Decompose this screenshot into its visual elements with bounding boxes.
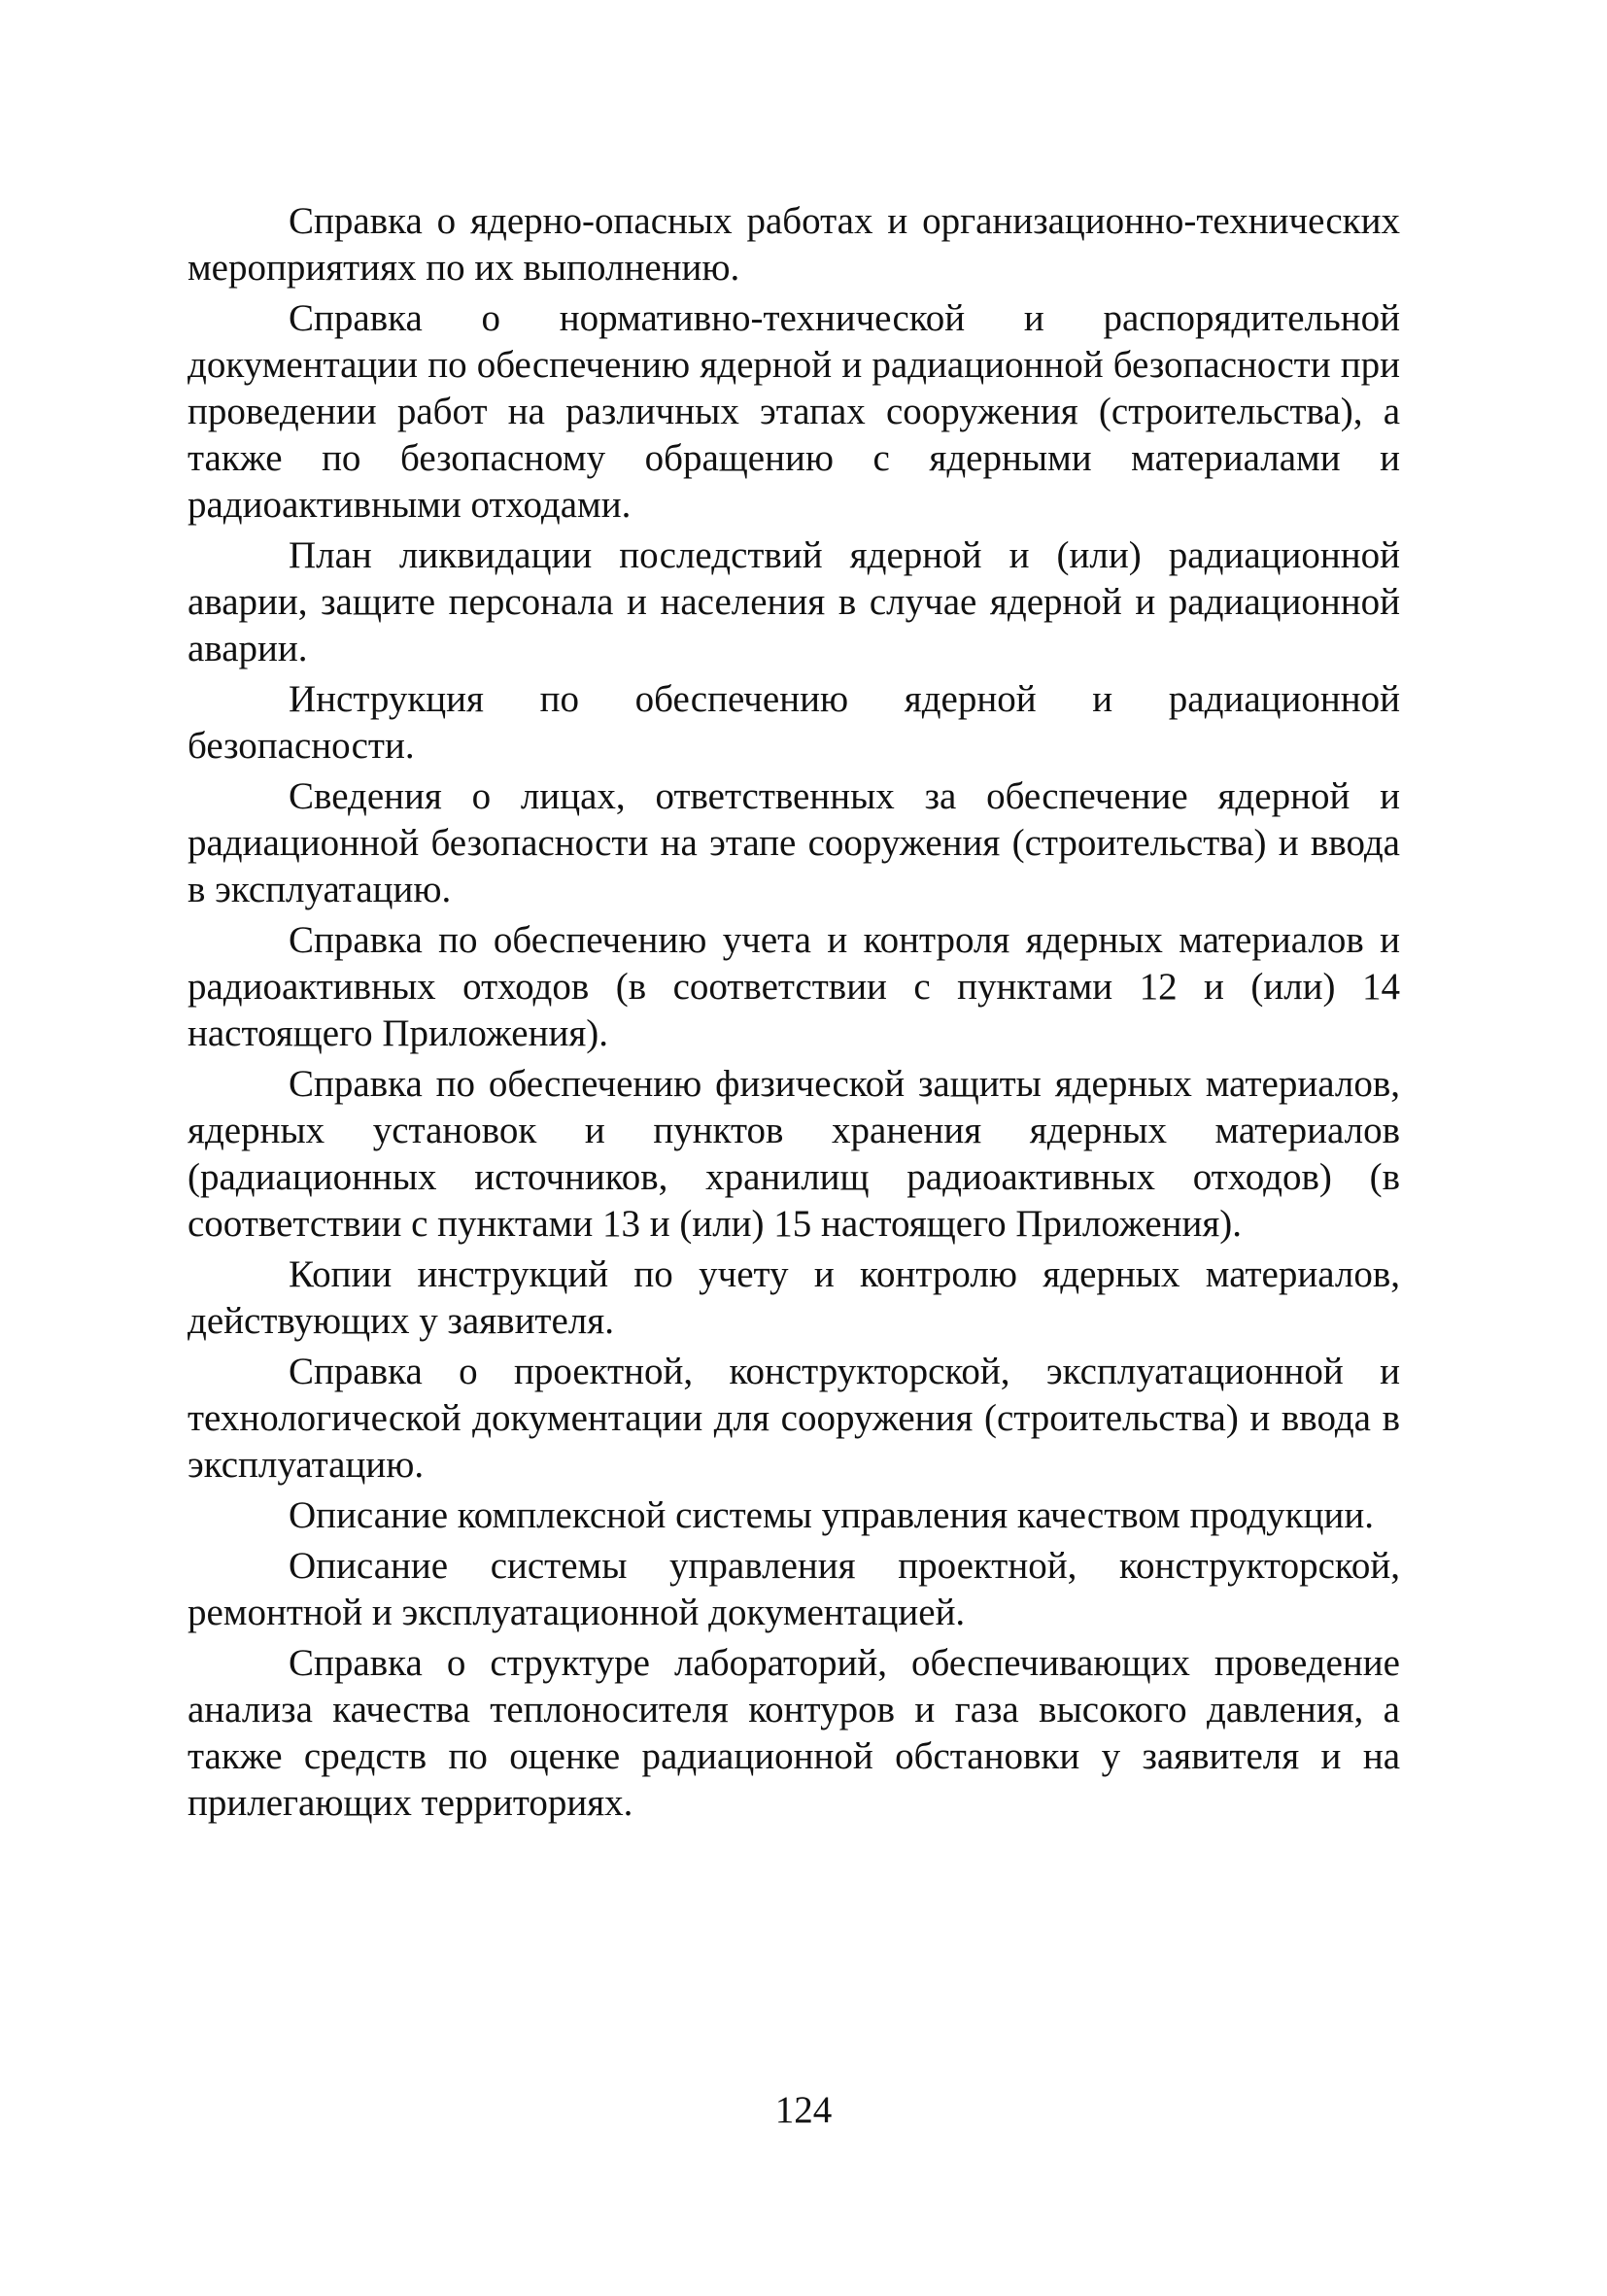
paragraph-documentation-management: Описание системы управления проектной, конструкторской, ремонтной и эксплуатационной документацией. bbox=[188, 1545, 1400, 1633]
paragraph-quality-management: Описание комплексной системы управления качеством продукции. bbox=[289, 1494, 1374, 1536]
paragraph-responsible-persons: Сведения о лицах, ответственных за обеспечение ядерной и радиационной безопасности на этапе сооружения (строительства) и ввода в эксплуатацию. bbox=[188, 775, 1400, 910]
document-body bbox=[188, 198, 1400, 1831]
paragraph-instruction-copies: Копии инструкций по учету и контролю ядерных материалов, действующих у заявителя. bbox=[188, 1253, 1400, 1342]
paragraph-accident-liquidation-plan: План ликвидации последствий ядерной и (или) радиационной аварии, защите персонала и населения в случае ядерной и радиационной аварии. bbox=[188, 534, 1400, 669]
paragraph-accounting-control: Справка по обеспечению учета и контроля ядерных материалов и радиоактивных отходов (в соответствии с пунктами 12 и (или) 14 настоящего Приложения). bbox=[188, 919, 1400, 1054]
paragraph-normative-documentation: Справка о нормативно-технической и распорядительной документации по обеспечению ядерной и радиационной безопасности при проведении работ на различных этапах сооружения (строительства), а также по безопасному обращению с ядерными материалами и радиоактивными отходами. bbox=[188, 297, 1400, 526]
paragraph-physical-protection: Справка по обеспечению физической защиты ядерных материалов, ядерных установок и пунктов хранения ядерных материалов (радиационных источников, хранилищ радиоактивных отходов) (в соответствии с пунктами 13 и (или) 15 настоящего Приложения). bbox=[188, 1063, 1400, 1245]
paragraph-safety-instruction: Инструкция по обеспечению ядерной и радиационной безопасности. bbox=[188, 678, 1400, 767]
page-number: 124 bbox=[774, 2089, 833, 2131]
paragraph-nuclear-hazardous-works: Справка о ядерно-опасных работах и организационно-технических мероприятиях по их выполнению. bbox=[188, 200, 1400, 289]
paragraph-design-documentation: Справка о проектной, конструкторской, эксплуатационной и технологической документации для сооружения (строительства) и ввода в эксплуатацию. bbox=[188, 1351, 1400, 1486]
paragraph-laboratory-structure: Справка о структуре лабораторий, обеспечивающих проведение анализа качества теплоносителя контуров и газа высокого давления, а также средств по оценке радиационной обстановки у заявителя и на прилегающих территориях. bbox=[188, 1642, 1400, 1824]
